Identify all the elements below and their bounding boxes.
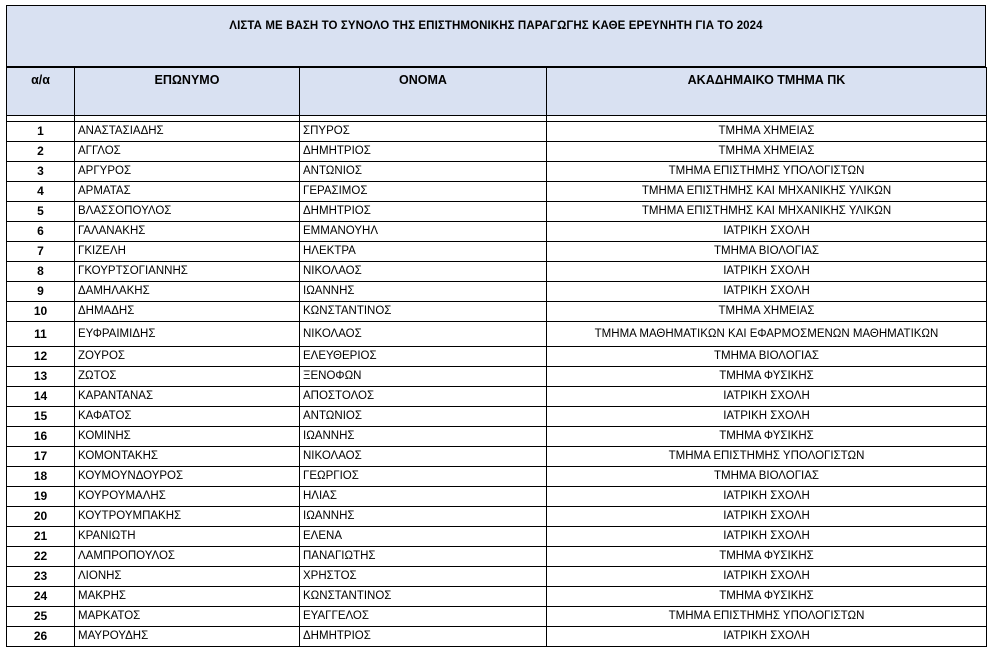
table-row [7,322,987,347]
table-row [7,262,987,282]
table-row [7,202,987,222]
department-cell[interactable]: ΤΜΗΜΑ ΜΑΘΗΜΑΤΙΚΩΝ ΚΑΙ ΕΦΑΡΜΟΣΜΕΝΩΝ ΜΑΘΗΜΑΤΙΚΩΝ [547,322,987,347]
department-cell[interactable]: ΤΜΗΜΑ ΧΗΜΕΙΑΣ [547,142,987,162]
name-cell[interactable]: ΓΕΡΑΣΙΜΟΣ [300,182,547,202]
department-cell[interactable]: ΤΜΗΜΑ ΕΠΙΣΤΗΜΗΣ ΚΑΙ ΜΗΧΑΝΙΚΗΣ ΥΛΙΚΩΝ [547,202,987,222]
department-cell[interactable]: ΤΜΗΜΑ ΕΠΙΣΤΗΜΗΣ ΥΠΟΛΟΓΙΣΤΩΝ [547,162,987,182]
researchers-table [6,67,987,647]
name-cell[interactable]: ΑΠΟΣΤΟΛΟΣ [300,387,547,407]
department-cell[interactable]: ΤΜΗΜΑ ΦΥΣΙΚΗΣ [547,427,987,447]
department-cell[interactable]: ΤΜΗΜΑ ΕΠΙΣΤΗΜΗΣ ΥΠΟΛΟΓΙΣΤΩΝ [547,447,987,467]
name-cell[interactable]: ΣΠΥΡΟΣ [300,122,547,142]
department-cell[interactable]: ΤΜΗΜΑ ΒΙΟΛΟΓΙΑΣ [547,242,987,262]
name-cell[interactable]: ΙΩΑΝΝΗΣ [300,282,547,302]
surname-cell[interactable]: ΔΗΜΑΔΗΣ [75,302,300,322]
index-cell[interactable]: 2 [7,142,75,162]
index-cell[interactable]: 18 [7,467,75,487]
surname-cell[interactable]: ΚΟΥΜΟΥΝΔΟΥΡΟΣ [75,467,300,487]
department-cell[interactable]: ΙΑΤΡΙΚΗ ΣΧΟΛΗ [547,222,987,242]
surname-cell[interactable]: ΚΑΦΑΤΟΣ [75,407,300,427]
header-department[interactable]: ΑΚΑΔΗΜΑΙΚΟ ΤΜΗΜΑ ΠΚ [547,68,987,116]
surname-cell[interactable]: ΓΚΟΥΡΤΣΟΓΙΑΝΝΗΣ [75,262,300,282]
department-cell[interactable]: ΤΜΗΜΑ ΧΗΜΕΙΑΣ [547,302,987,322]
index-cell[interactable]: 14 [7,387,75,407]
header-index[interactable]: α/α [7,68,75,116]
header-name[interactable]: ΟΝΟΜΑ [300,68,547,116]
index-cell[interactable]: 25 [7,607,75,627]
table-row [7,587,987,607]
surname-cell[interactable]: ΖΩΤΟΣ [75,367,300,387]
name-cell[interactable]: ΚΩΝΣΤΑΝΤΙΝΟΣ [300,302,547,322]
surname-cell[interactable]: ΚΟΜΙΝΗΣ [75,427,300,447]
department-cell[interactable]: ΙΑΤΡΙΚΗ ΣΧΟΛΗ [547,507,987,527]
name-cell[interactable]: ΝΙΚΟΛΑΟΣ [300,447,547,467]
name-cell[interactable]: ΗΛΙΑΣ [300,487,547,507]
index-cell[interactable]: 24 [7,587,75,607]
name-cell[interactable]: ΕΜΜΑΝΟΥΗΛ [300,222,547,242]
surname-cell[interactable]: ΑΝΑΣΤΑΣΙΑΔΗΣ [75,122,300,142]
table-row [7,407,987,427]
table-row [7,627,987,647]
department-cell[interactable]: ΙΑΤΡΙΚΗ ΣΧΟΛΗ [547,627,987,647]
name-cell[interactable]: ΕΥΑΓΓΕΛΟΣ [300,607,547,627]
table-row [7,302,987,322]
surname-cell[interactable]: ΓΚΙΖΕΛΗ [75,242,300,262]
surname-cell[interactable]: ΛΑΜΠΡΟΠΟΥΛΟΣ [75,547,300,567]
name-cell[interactable]: ΔΗΜΗΤΡΙΟΣ [300,142,547,162]
surname-cell[interactable]: ΑΡΓΥΡΟΣ [75,162,300,182]
index-cell[interactable]: 21 [7,527,75,547]
table-row [7,427,987,447]
department-cell[interactable]: ΤΜΗΜΑ ΦΥΣΙΚΗΣ [547,547,987,567]
table-row [7,547,987,567]
table-row [7,142,987,162]
department-cell[interactable]: ΙΑΤΡΙΚΗ ΣΧΟΛΗ [547,262,987,282]
index-cell[interactable]: 20 [7,507,75,527]
index-cell[interactable]: 12 [7,347,75,367]
table-row [7,607,987,627]
surname-cell[interactable]: ΜΑΚΡΗΣ [75,587,300,607]
surname-cell[interactable]: ΚΟΜΟΝΤΑΚΗΣ [75,447,300,467]
index-cell[interactable]: 26 [7,627,75,647]
index-cell[interactable]: 3 [7,162,75,182]
surname-cell[interactable]: ΜΑΡΚΑΤΟΣ [75,607,300,627]
index-cell[interactable]: 1 [7,122,75,142]
department-cell[interactable]: ΤΜΗΜΑ ΧΗΜΕΙΑΣ [547,122,987,142]
name-cell[interactable]: ΗΛΕΚΤΡΑ [300,242,547,262]
table-row [7,182,987,202]
name-cell[interactable]: ΠΑΝΑΓΙΩΤΗΣ [300,547,547,567]
department-cell[interactable]: ΙΑΤΡΙΚΗ ΣΧΟΛΗ [547,387,987,407]
department-cell[interactable]: ΙΑΤΡΙΚΗ ΣΧΟΛΗ [547,407,987,427]
surname-cell[interactable]: ΜΑΥΡΟΥΔΗΣ [75,627,300,647]
name-cell[interactable]: ΞΕΝΟΦΩΝ [300,367,547,387]
table-row [7,282,987,302]
name-cell[interactable]: ΑΝΤΩΝΙΟΣ [300,407,547,427]
table-row [7,387,987,407]
department-cell[interactable]: ΤΜΗΜΑ ΒΙΟΛΟΓΙΑΣ [547,347,987,367]
name-cell[interactable]: ΑΝΤΩΝΙΟΣ [300,162,547,182]
surname-cell[interactable]: ΑΡΜΑΤΑΣ [75,182,300,202]
table-row [7,122,987,142]
surname-cell[interactable]: ΕΥΦΡΑΙΜΙΔΗΣ [75,322,300,347]
name-cell[interactable]: ΝΙΚΟΛΑΟΣ [300,262,547,282]
surname-cell[interactable]: ΖΟΥΡΟΣ [75,347,300,367]
surname-cell[interactable]: ΚΟΥΡΟΥΜΑΛΗΣ [75,487,300,507]
surname-cell[interactable]: ΓΑΛΑΝΑΚΗΣ [75,222,300,242]
table-row [7,527,987,547]
surname-cell[interactable]: ΛΙΟΝΗΣ [75,567,300,587]
index-cell[interactable]: 6 [7,222,75,242]
index-cell[interactable]: 16 [7,427,75,447]
table-row [7,507,987,527]
department-cell[interactable]: ΙΑΤΡΙΚΗ ΣΧΟΛΗ [547,487,987,507]
index-cell[interactable]: 11 [7,322,75,347]
index-cell[interactable]: 4 [7,182,75,202]
table-row [7,487,987,507]
index-cell[interactable]: 19 [7,487,75,507]
surname-cell[interactable]: ΒΛΑΣΣΟΠΟΥΛΟΣ [75,202,300,222]
department-cell[interactable]: ΤΜΗΜΑ ΕΠΙΣΤΗΜΗΣ ΚΑΙ ΜΗΧΑΝΙΚΗΣ ΥΛΙΚΩΝ [547,182,987,202]
name-cell[interactable]: ΕΛΕΥΘΕΡΙΟΣ [300,347,547,367]
department-cell[interactable]: ΙΑΤΡΙΚΗ ΣΧΟΛΗ [547,527,987,547]
surname-cell[interactable]: ΚΑΡΑΝΤΑΝΑΣ [75,387,300,407]
surname-cell[interactable]: ΚΟΥΤΡΟΥΜΠΑΚΗΣ [75,507,300,527]
name-cell[interactable]: ΚΩΝΣΤΑΝΤΙΝΟΣ [300,587,547,607]
name-cell[interactable]: ΔΗΜΗΤΡΙΟΣ [300,202,547,222]
table-row [7,567,987,587]
index-cell[interactable]: 22 [7,547,75,567]
index-cell[interactable]: 5 [7,202,75,222]
table-row [7,367,987,387]
name-cell[interactable]: ΙΩΑΝΝΗΣ [300,427,547,447]
table-row [7,242,987,262]
spreadsheet [6,5,986,647]
table-row [7,467,987,487]
index-cell[interactable]: 8 [7,262,75,282]
name-cell[interactable]: ΝΙΚΟΛΑΟΣ [300,322,547,347]
department-cell[interactable]: ΤΜΗΜΑ ΦΥΣΙΚΗΣ [547,367,987,387]
header-row [7,68,987,116]
index-cell[interactable]: 13 [7,367,75,387]
surname-cell[interactable]: ΚΡΑΝΙΩΤΗ [75,527,300,547]
table-row [7,222,987,242]
table-row [7,347,987,367]
surname-cell[interactable]: ΑΓΓΛΟΣ [75,142,300,162]
table-row [7,447,987,467]
index-cell[interactable]: 17 [7,447,75,467]
index-cell[interactable]: 7 [7,242,75,262]
table-row [7,162,987,182]
name-cell[interactable]: ΙΩΑΝΝΗΣ [300,507,547,527]
department-cell[interactable]: ΙΑΤΡΙΚΗ ΣΧΟΛΗ [547,567,987,587]
department-cell[interactable]: ΤΜΗΜΑ ΕΠΙΣΤΗΜΗΣ ΥΠΟΛΟΓΙΣΤΩΝ [547,607,987,627]
title-cell[interactable] [6,5,986,67]
name-cell[interactable]: ΕΛΕΝΑ [300,527,547,547]
department-cell[interactable]: ΙΑΤΡΙΚΗ ΣΧΟΛΗ [547,282,987,302]
header-surname[interactable]: ΕΠΩΝΥΜΟ [75,68,300,116]
name-cell[interactable]: ΧΡΗΣΤΟΣ [300,567,547,587]
name-cell[interactable]: ΔΗΜΗΤΡΙΟΣ [300,627,547,647]
index-cell[interactable]: 9 [7,282,75,302]
index-cell[interactable]: 10 [7,302,75,322]
department-cell[interactable]: ΤΜΗΜΑ ΦΥΣΙΚΗΣ [547,587,987,607]
surname-cell[interactable]: ΔΑΜΗΛΑΚΗΣ [75,282,300,302]
index-cell[interactable]: 15 [7,407,75,427]
name-cell[interactable]: ΓΕΩΡΓΙΟΣ [300,467,547,487]
index-cell[interactable]: 23 [7,567,75,587]
page-title: ΛΙΣΤΑ ΜΕ ΒΑΣΗ ΤΟ ΣΥΝΟΛΟ ΤΗΣ ΕΠΙΣΤΗΜΟΝΙΚΗΣ ΠΑΡΑΓΩΓΗΣ ΚΑΘΕ ΕΡΕΥΝΗΤΗ ΓΙΑ ΤΟ 2024 [229,20,763,32]
department-cell[interactable]: ΤΜΗΜΑ ΒΙΟΛΟΓΙΑΣ [547,467,987,487]
